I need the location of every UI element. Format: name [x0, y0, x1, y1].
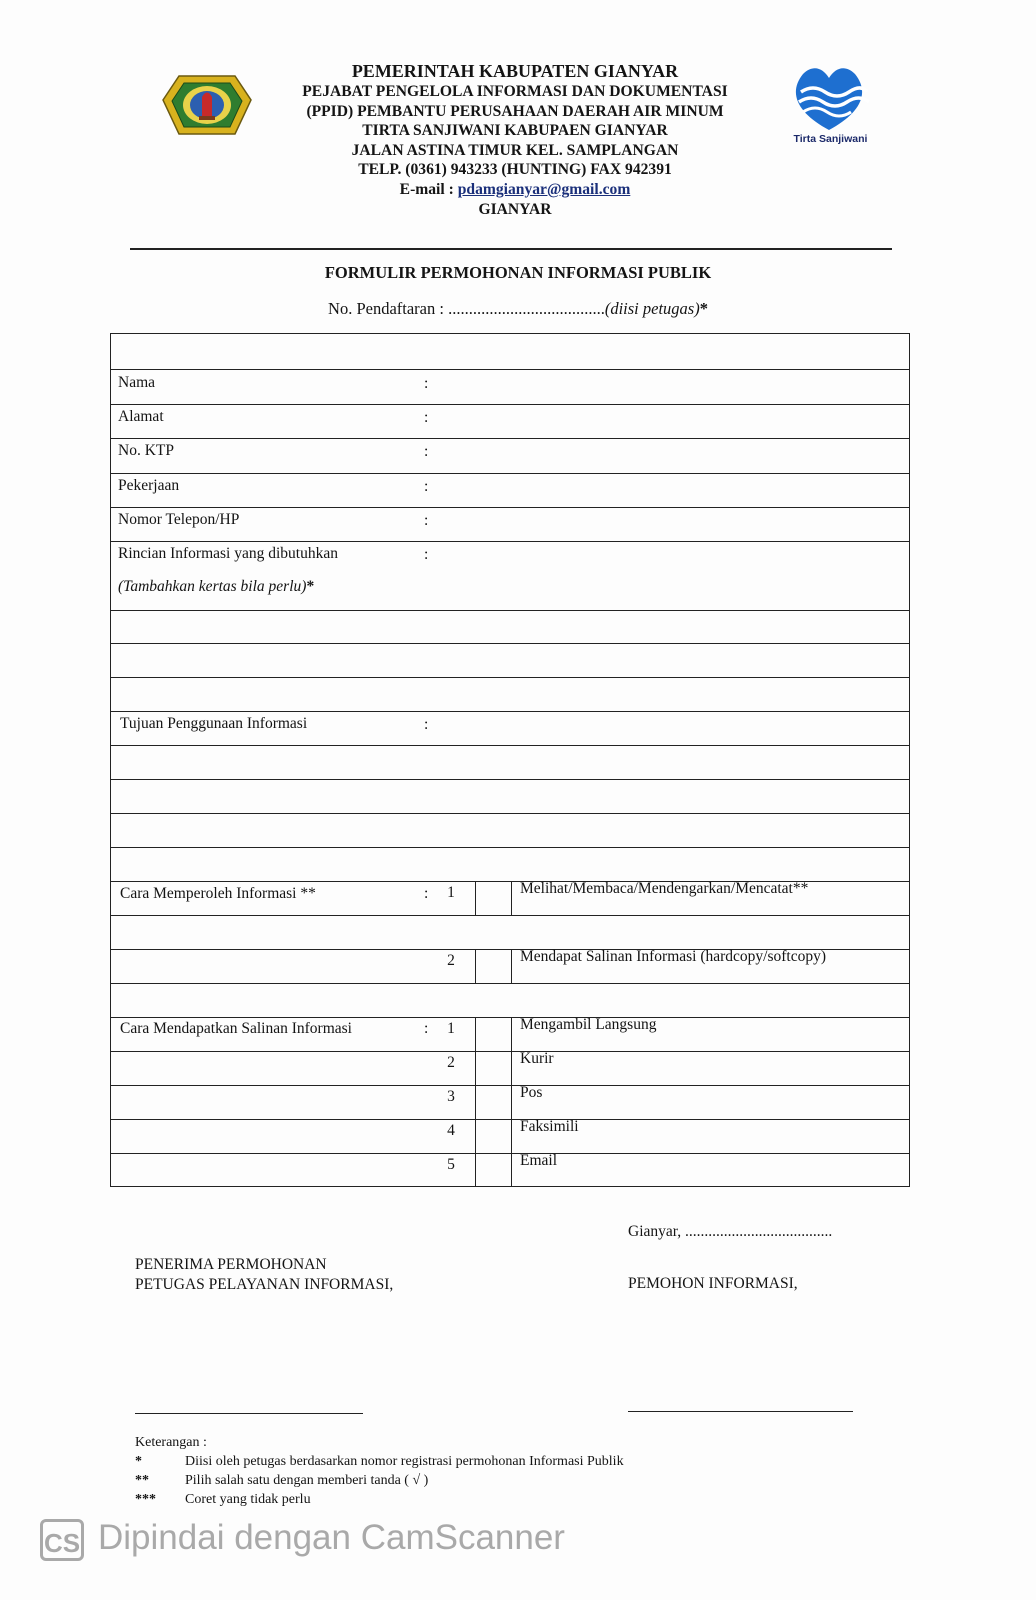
receiver-title-line1: PENERIMA PERMOHONAN	[135, 1256, 327, 1273]
cara-salinan-label: Cara Mendapatkan Salinan Informasi	[120, 1020, 352, 1037]
option-number: 4	[447, 1122, 455, 1139]
agency-line-2: PEJABAT PENGELOLA INFORMASI DAN DOKUMENTASI	[302, 83, 728, 100]
no-ktp-input[interactable]	[440, 439, 900, 472]
option-melihat: Melihat/Membaca/Mendengarkan/Mencatat**	[520, 880, 809, 897]
agency-email-line	[250, 180, 780, 200]
form-title: FORMULIR PERMOHONAN INFORMASI PUBLIK	[324, 263, 712, 282]
checkbox-kurir[interactable]	[475, 1052, 511, 1086]
note-text: Coret yang tidak perlu	[185, 1492, 311, 1507]
agency-name: PEMERINTAH KABUPATEN GIANYAR	[351, 61, 679, 81]
field-colon: :	[424, 478, 429, 495]
option-number: 3	[447, 1088, 455, 1105]
field-colon: :	[424, 1020, 429, 1037]
nama-input[interactable]	[440, 370, 900, 403]
agency-city: GIANYAR	[478, 200, 552, 218]
alamat-input[interactable]	[440, 405, 900, 437]
checkbox-melihat[interactable]	[475, 882, 511, 916]
field-colon: :	[424, 443, 429, 460]
agency-line-4: TIRTA SANJIWANI KABUPAEN GIANYAR	[362, 122, 668, 140]
place-date-line: Gianyar, ......................................	[628, 1223, 833, 1240]
option-kurir: Kurir	[520, 1050, 554, 1067]
column-divider	[511, 1017, 512, 1187]
note-text: Diisi oleh petugas berdasarkan nomor registrasi permohonan Informasi Publik	[185, 1454, 624, 1469]
camscanner-icon: CS	[40, 1519, 84, 1561]
field-colon: :	[424, 546, 429, 563]
note-mark: **	[135, 1473, 149, 1488]
camscanner-watermark	[40, 1518, 565, 1561]
checkbox-mengambil-langsung[interactable]	[475, 1018, 511, 1052]
option-email: Email	[520, 1152, 558, 1169]
field-colon: :	[424, 375, 429, 392]
option-number: 1	[447, 884, 455, 901]
rincian-note: (Tambahkan kertas bila perlu)*	[118, 578, 315, 595]
checkbox-faksimili[interactable]	[475, 1120, 511, 1154]
field-label-telepon: Nomor Telepon/HP	[118, 511, 240, 528]
notes-title: Keterangan :	[135, 1435, 207, 1450]
gianyar-emblem-icon	[157, 70, 257, 140]
email-label: E-mail :	[399, 180, 454, 198]
field-label-alamat: Alamat	[118, 408, 164, 425]
field-label-no-ktp: No. KTP	[118, 442, 174, 459]
option-pos: Pos	[520, 1084, 543, 1101]
header-divider	[130, 248, 892, 250]
option-mengambil-langsung: Mengambil Langsung	[520, 1016, 657, 1033]
column-divider	[511, 881, 512, 915]
email-link[interactable]: pdamgianyar@gmail.com	[457, 180, 631, 198]
field-label-nama: Nama	[118, 374, 156, 391]
tirta-sanjiwani-logo-text: Tirta Sanjiwani	[793, 133, 868, 145]
column-divider	[511, 949, 512, 983]
option-number: 1	[447, 1020, 455, 1037]
option-number: 2	[447, 952, 455, 969]
receiver-signature-line[interactable]	[135, 1413, 363, 1414]
rincian-input[interactable]	[440, 542, 900, 609]
option-faksimili: Faksimili	[520, 1118, 579, 1135]
watermark-text: Dipindai dengan CamScanner	[98, 1518, 565, 1557]
registration-note: (diisi petugas)	[604, 299, 700, 318]
field-label-tujuan: Tujuan Penggunaan Informasi	[120, 715, 308, 732]
note-mark: ***	[135, 1492, 156, 1507]
row-divider	[110, 677, 910, 678]
letterhead	[250, 60, 780, 219]
tujuan-input[interactable]	[440, 712, 900, 880]
agency-phone: TELP. (0361) 943233 (HUNTING) FAX 942391	[358, 161, 672, 179]
telepon-input[interactable]	[440, 508, 900, 540]
field-colon: :	[424, 512, 429, 529]
note-item	[135, 1490, 311, 1509]
field-label-rincian: Rincian Informasi yang dibutuhkan	[118, 545, 338, 562]
checkbox-email[interactable]	[475, 1154, 511, 1188]
note-item	[135, 1471, 429, 1490]
note-mark: *	[135, 1454, 142, 1469]
checkbox-salinan[interactable]	[475, 950, 511, 984]
note-text: Pilih salah satu dengan memberi tanda ( √ )	[185, 1473, 429, 1488]
checkbox-pos[interactable]	[475, 1086, 511, 1120]
row-divider	[110, 643, 910, 644]
receiver-title	[135, 1255, 393, 1295]
pekerjaan-input[interactable]	[440, 474, 900, 506]
field-colon: :	[424, 409, 429, 426]
option-salinan: Mendapat Salinan Informasi (hardcopy/softcopy)	[520, 948, 827, 965]
field-colon: :	[424, 885, 429, 902]
note-item	[135, 1452, 624, 1471]
cara-memperoleh-label: Cara Memperoleh Informasi **	[120, 885, 316, 902]
applicant-title: PEMOHON INFORMASI,	[628, 1275, 798, 1292]
registration-mark: *	[699, 299, 708, 318]
notes-section	[135, 1433, 624, 1509]
option-number: 2	[447, 1054, 455, 1071]
registration-line	[0, 299, 1036, 319]
registration-label: No. Pendaftaran : ......................................	[328, 299, 605, 318]
applicant-signature-line[interactable]	[628, 1411, 853, 1412]
row-divider	[110, 610, 910, 611]
field-label-pekerjaan: Pekerjaan	[118, 477, 180, 494]
agency-line-3: (PPID) PEMBANTU PERUSAHAAN DAERAH AIR MINUM	[306, 102, 724, 120]
field-colon: :	[424, 716, 429, 733]
option-number: 5	[447, 1156, 455, 1173]
agency-address: JALAN ASTINA TIMUR KEL. SAMPLANGAN	[351, 141, 679, 159]
receiver-title-line2: PETUGAS PELAYANAN INFORMASI,	[135, 1276, 394, 1293]
